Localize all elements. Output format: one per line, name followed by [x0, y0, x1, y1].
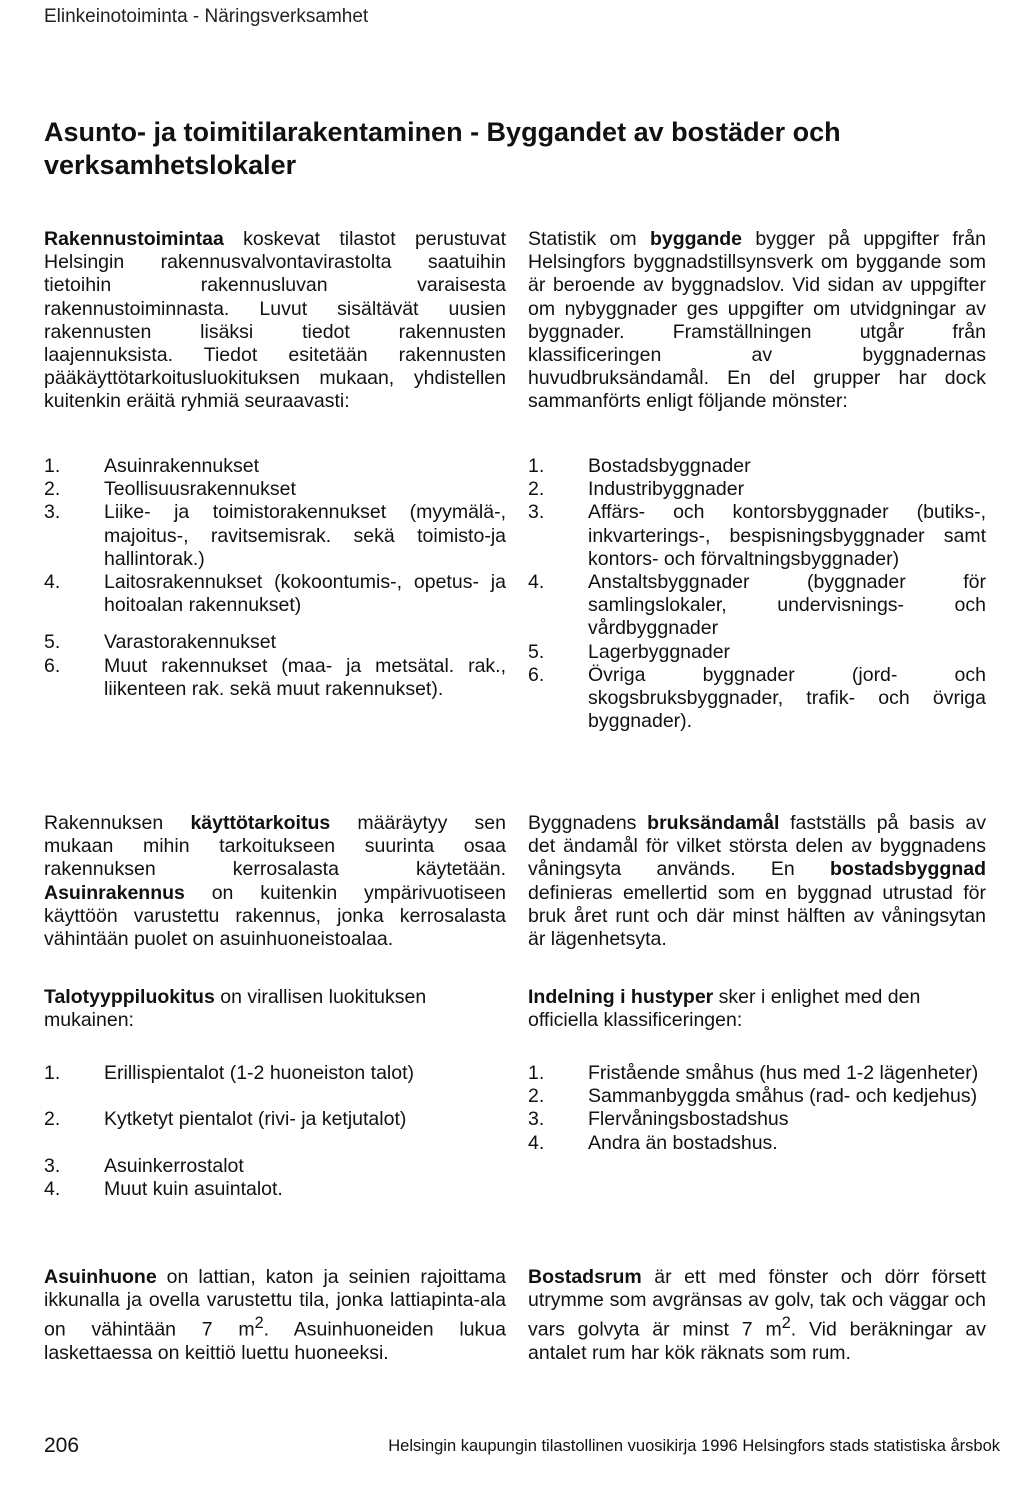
- item-number: 4.: [528, 571, 545, 594]
- room-fi-post: . Asuinhuoneiden lukua laskettaessa on keittiö luettu huoneeksi.: [44, 1318, 506, 1365]
- page-number: 206: [44, 1434, 80, 1457]
- list-item: [528, 641, 986, 664]
- house-types-fi: [44, 1062, 506, 1201]
- room-definition-fi: [44, 1266, 506, 1365]
- list-item: [44, 455, 506, 478]
- item-number: 3.: [44, 1154, 61, 1177]
- purpose-fi: [44, 812, 506, 951]
- item-text: Övriga byggnader (jord- och skogsbruksbyggnader, trafik- och övriga byggnader).: [588, 663, 986, 733]
- publication-footer: Helsingin kaupungin tilastollinen vuosikirja 1996 Helsingfors stads statistiska årsbok: [388, 1437, 1000, 1455]
- room-fi-text: on lattian, katon ja seinien rajoittama ikkunalla ja ovella varustettu tila, jonka lattiapinta-ala on vähintään 7 m: [44, 1266, 506, 1341]
- term-rakennustoimintaa: Rakennustoimintaa: [44, 228, 224, 250]
- intro-fi: [44, 228, 506, 414]
- room-fi-sup: 2: [254, 1314, 264, 1333]
- item-number: 2.: [44, 478, 61, 501]
- room-sv-text: är ett med fönster och dörr försett utrymme som avgränsas av golv, tak och väggar och vars golvyta är minst 7 m: [528, 1266, 986, 1341]
- room-definition-sv: [528, 1266, 986, 1365]
- item-number: 2.: [528, 1085, 545, 1108]
- house-types-intro-sv: [528, 986, 986, 1032]
- item-number: 1.: [528, 455, 545, 477]
- list-item: [528, 455, 986, 478]
- item-number: 6.: [44, 654, 61, 677]
- page-title: Asunto- ja toimitilarakentaminen - Byggandet av bostäder och verksamhetslokaler: [44, 117, 841, 180]
- item-number: 4.: [44, 571, 61, 594]
- item-text: Lagerbyggnader: [588, 640, 731, 663]
- term-byggande: byggande: [649, 228, 743, 250]
- purpose-sv-pre: Byggnadens: [528, 812, 648, 834]
- intro-sv: [528, 228, 986, 414]
- building-groups-fi: [44, 455, 506, 701]
- item-number: 4.: [528, 1131, 545, 1154]
- intro-sv-pre: Statistik om: [528, 228, 650, 250]
- purpose-sv: [528, 812, 986, 951]
- item-text: Bostadsbyggnader: [588, 455, 751, 477]
- item-number: 2.: [528, 478, 545, 501]
- item-text: Flervåningsbostadshus: [588, 1108, 789, 1131]
- item-text: Kytketyt pientalot (rivi- ja ketjutalot): [104, 1108, 407, 1131]
- list-item: [44, 501, 506, 571]
- item-text: Liike- ja toimistorakennukset (myymälä-, majoitus-, ravitsemisrak. sekä toimisto-ja hallintorak.): [104, 501, 506, 570]
- item-text: Erillispientalot (1-2 huoneiston talot): [104, 1062, 415, 1084]
- house-types-sv: [528, 1062, 986, 1155]
- list-item: [528, 478, 986, 501]
- item-text: Anstaltsbyggnader (byggnader för samlingslokaler, undervisnings- och vårdbyggnader: [588, 571, 986, 640]
- item-number: 3.: [528, 501, 545, 524]
- item-number: 1.: [44, 455, 61, 477]
- list-item: [528, 1085, 986, 1108]
- term-bostadsrum: Bostadsrum: [528, 1266, 642, 1288]
- purpose-fi-post: on kuitenkin ympärivuotiseen käyttöön varustettu rakennus, jonka kerrosalasta vähintään puolet on asuinhuoneistoalaa.: [44, 881, 506, 951]
- list-item: [44, 631, 506, 654]
- item-number: 5.: [528, 640, 545, 663]
- term-asuinhuone: Asuinhuone: [44, 1266, 157, 1288]
- list-item: [44, 1108, 506, 1131]
- item-text: Varastorakennukset: [104, 631, 276, 654]
- purpose-sv-post: definieras emellertid som en byggnad utrustad för bruk året runt och där minst hälften av våningsytan är lägenhetsyta.: [528, 881, 986, 951]
- item-number: 1.: [44, 1062, 61, 1084]
- house-types-intro-fi: [44, 986, 506, 1032]
- item-number: 5.: [44, 631, 61, 654]
- list-item: [44, 655, 506, 701]
- item-number: 2.: [44, 1108, 61, 1131]
- list-item: [44, 1155, 506, 1178]
- item-text: Sammanbyggda småhus (rad- och kedjehus): [588, 1085, 978, 1108]
- item-text: Asuinkerrostalot: [104, 1154, 244, 1177]
- term-asuinrakennus: Asuinrakennus: [44, 881, 185, 904]
- item-number: 6.: [528, 663, 545, 686]
- list-item: [528, 1132, 986, 1155]
- item-text: Andra än bostadshus.: [588, 1131, 778, 1154]
- list-item: [528, 664, 986, 734]
- section-header: Elinkeinotoiminta - Näringsverksamhet: [44, 6, 369, 27]
- list-item: [44, 571, 506, 617]
- term-indelning-i-hustyper: Indelning i hustyper: [528, 986, 714, 1008]
- intro-sv-text: bygger på uppgifter från Helsingfors byggnadstillsynsverk om byggande som är beroende av byggnadslov. Vid sidan av uppgifter om nybyggnader ges uppgifter om utvidgningar av byggnader. Framställningen utgår från klassificeringen av byggnadernas huvudbruksändamål. En del grupper har dock sammanförts enligt följande mönster:: [528, 228, 986, 413]
- list-item: [528, 571, 986, 641]
- room-sv-sup: 2: [781, 1314, 791, 1333]
- list-item: [44, 1062, 506, 1085]
- item-number: 1.: [528, 1062, 545, 1084]
- house-types-intro-sv-text: sker i enlighet med den officiella klassificeringen:: [528, 986, 921, 1032]
- item-text: Muut rakennukset (maa- ja metsätal. rak., liikenteen rak. sekä muut rakennukset).: [104, 654, 506, 700]
- item-text: Affärs- och kontorsbyggnader (butiks-, inkvarterings-, bespisningsbyggnader samt kontors- och förvaltningsbyggnader): [588, 501, 986, 570]
- term-kayttotarkoitus: käyttötarkoitus: [190, 812, 331, 834]
- purpose-fi-pre: Rakennuksen: [44, 812, 191, 834]
- term-bostadsbyggnad: bostadsbyggnad: [829, 858, 986, 881]
- list-item: [528, 501, 986, 571]
- house-types-intro-fi-text: on virallisen luokituksen mukainen:: [44, 986, 427, 1032]
- list-item: [528, 1108, 986, 1131]
- purpose-fi-mid: määräytyy sen mukaan mihin tarkoitukseen suurinta osaa rakennuksen kerrosalasta käytetään.: [44, 812, 506, 881]
- item-number: 3.: [44, 501, 61, 524]
- item-number: 3.: [528, 1108, 545, 1131]
- building-groups-sv: [528, 455, 986, 733]
- item-text: Muut kuin asuintalot.: [104, 1177, 283, 1200]
- list-item: [44, 1178, 506, 1201]
- list-item: [44, 478, 506, 501]
- term-bruksandamal: bruksändamål: [647, 812, 780, 834]
- item-text: Laitosrakennukset (kokoontumis-, opetus- ja hoitoalan rakennukset): [104, 571, 506, 617]
- intro-fi-text: koskevat tilastot perustuvat Helsingin rakennusvalvontavirastolta saatuihin tietoihin rakennusluvan varaisesta rakennustoiminnasta. Luvut sisältävät uusien rakennusten lisäksi tiedot rakennusten laajennuksista. Tiedot esitetään rakennusten pääkäyttötarkoitusluokituksen mukaan, yhdistellen kuitenkin eräitä ryhmiä seuraavasti:: [44, 228, 506, 413]
- item-text: Fristående småhus (hus med 1-2 lägenheter): [588, 1062, 979, 1084]
- item-number: 4.: [44, 1177, 61, 1200]
- item-text: Teollisuusrakennukset: [104, 478, 296, 501]
- list-item: [528, 1062, 986, 1085]
- item-text: Asuinrakennukset: [104, 455, 260, 477]
- term-talotyyppiluokitus: Talotyyppiluokitus: [44, 986, 215, 1008]
- item-text: Industribyggnader: [588, 478, 745, 501]
- purpose-sv-mid: fastställs på basis av det ändamål för vilket största delen av byggnadens våningsyta används. En: [528, 812, 987, 881]
- room-sv-post: . Vid beräkningar av antalet rum har kök räknats som rum.: [528, 1318, 986, 1365]
